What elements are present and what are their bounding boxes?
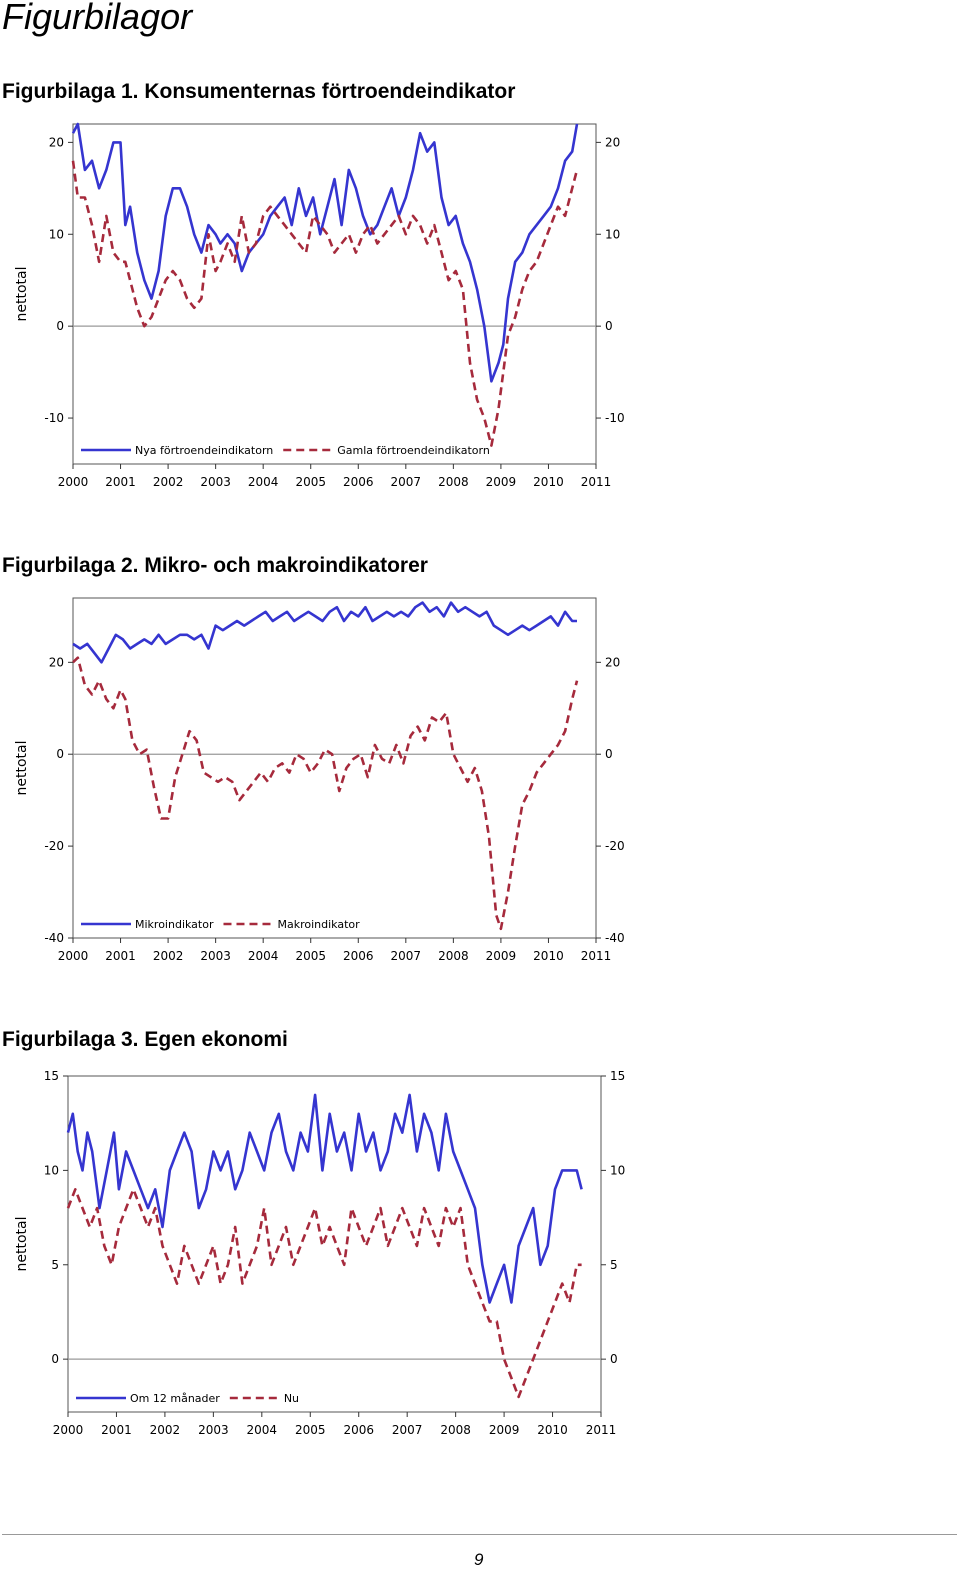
y-tick-label-right: -40 bbox=[605, 931, 625, 945]
x-tick-label: 2008 bbox=[438, 949, 469, 963]
figure-3-caption: Figurbilaga 3. Egen ekonomi bbox=[2, 1028, 288, 1051]
y-tick-label-right: 20 bbox=[605, 135, 621, 150]
x-tick-label: 2006 bbox=[342, 475, 374, 489]
y-tick-label-right: 20 bbox=[605, 655, 621, 670]
y-tick-label-left: -20 bbox=[44, 839, 64, 854]
y-tick-label-left: 0 bbox=[51, 1352, 59, 1367]
x-tick-label: 2001 bbox=[101, 1423, 132, 1437]
x-tick-label: 2006 bbox=[342, 949, 374, 963]
x-tick-label: 2005 bbox=[294, 1423, 326, 1437]
x-tick-label: 2007 bbox=[390, 475, 422, 489]
x-tick-label: 2004 bbox=[247, 949, 279, 963]
x-tick-label: 2005 bbox=[295, 475, 327, 489]
x-tick-label: 2004 bbox=[247, 475, 279, 489]
chart-figure-1 bbox=[0, 118, 640, 500]
legend-label: Nu bbox=[283, 1392, 300, 1405]
y-tick-label-right: 10 bbox=[605, 227, 621, 242]
x-tick-label: 2011 bbox=[585, 1423, 617, 1437]
plot-frame bbox=[68, 1076, 601, 1412]
y-tick-label-right: 0 bbox=[605, 747, 613, 762]
y-tick-label-left: 10 bbox=[48, 227, 64, 242]
x-tick-label: 2001 bbox=[105, 475, 136, 489]
y-tick-label-left: 15 bbox=[43, 1069, 59, 1083]
x-tick-label: 2010 bbox=[533, 475, 564, 489]
y-tick-label-left: 0 bbox=[56, 747, 64, 762]
y-tick-label-right: -20 bbox=[605, 839, 625, 854]
x-tick-label: 2008 bbox=[440, 1423, 471, 1437]
legend-label: Om 12 månader bbox=[130, 1392, 220, 1405]
y-tick-label-left: -10 bbox=[44, 411, 64, 426]
y-axis-label: nettotal bbox=[14, 740, 30, 796]
x-tick-label: 2001 bbox=[105, 949, 136, 963]
x-tick-label: 2009 bbox=[485, 949, 517, 963]
y-tick-label-left: 0 bbox=[56, 319, 64, 334]
y-tick-label-left: 20 bbox=[48, 135, 64, 150]
x-tick-label: 2002 bbox=[149, 1423, 181, 1437]
page-title: Figurbilagor bbox=[2, 0, 193, 37]
x-tick-label: 2006 bbox=[343, 1423, 375, 1437]
x-tick-label: 2005 bbox=[295, 949, 327, 963]
x-tick-label: 2010 bbox=[537, 1423, 568, 1437]
x-tick-label: 2002 bbox=[152, 949, 184, 963]
y-tick-label-right: -10 bbox=[605, 411, 625, 426]
x-tick-label: 2002 bbox=[152, 475, 184, 489]
x-tick-label: 2000 bbox=[57, 949, 89, 963]
y-tick-label-right: 0 bbox=[605, 319, 613, 334]
chart-figure-3 bbox=[0, 1066, 640, 1450]
y-tick-label-right: 15 bbox=[610, 1069, 626, 1083]
footer-divider bbox=[2, 1534, 957, 1535]
x-tick-label: 2004 bbox=[246, 1423, 278, 1437]
y-tick-label-left: 10 bbox=[43, 1163, 59, 1178]
chart-figure-2 bbox=[0, 592, 640, 974]
x-tick-label: 2009 bbox=[485, 475, 517, 489]
x-tick-label: 2011 bbox=[580, 949, 612, 963]
figure-2-caption: Figurbilaga 2. Mikro- och makroindikatorer bbox=[2, 554, 428, 577]
y-axis-label: nettotal bbox=[14, 266, 30, 322]
x-tick-label: 2003 bbox=[200, 475, 231, 489]
x-tick-label: 2010 bbox=[533, 949, 564, 963]
y-tick-label-left: 5 bbox=[51, 1257, 59, 1272]
legend-label: Makroindikator bbox=[277, 918, 360, 931]
x-tick-label: 2003 bbox=[198, 1423, 229, 1437]
x-tick-label: 2008 bbox=[438, 475, 469, 489]
y-tick-label-left: 20 bbox=[48, 655, 64, 670]
y-tick-label-right: 0 bbox=[610, 1352, 618, 1367]
y-tick-label-right: 5 bbox=[610, 1257, 618, 1272]
figure-1-caption: Figurbilaga 1. Konsumenternas förtroendeindikator bbox=[2, 80, 516, 103]
page-number: 9 bbox=[474, 1550, 484, 1569]
x-tick-label: 2003 bbox=[200, 949, 231, 963]
x-tick-label: 2000 bbox=[57, 475, 89, 489]
y-tick-label-left: -40 bbox=[44, 931, 64, 945]
x-tick-label: 2000 bbox=[52, 1423, 84, 1437]
legend-label: Nya förtroendeindikatorn bbox=[135, 444, 274, 457]
x-tick-label: 2009 bbox=[488, 1423, 520, 1437]
y-tick-label-right: 10 bbox=[610, 1163, 626, 1178]
legend-label: Mikroindikator bbox=[135, 918, 214, 931]
x-tick-label: 2007 bbox=[391, 1423, 423, 1437]
legend-label: Gamla förtroendeindikatorn bbox=[337, 444, 490, 457]
y-axis-label: nettotal bbox=[14, 1216, 30, 1272]
x-tick-label: 2011 bbox=[580, 475, 612, 489]
x-tick-label: 2007 bbox=[390, 949, 422, 963]
